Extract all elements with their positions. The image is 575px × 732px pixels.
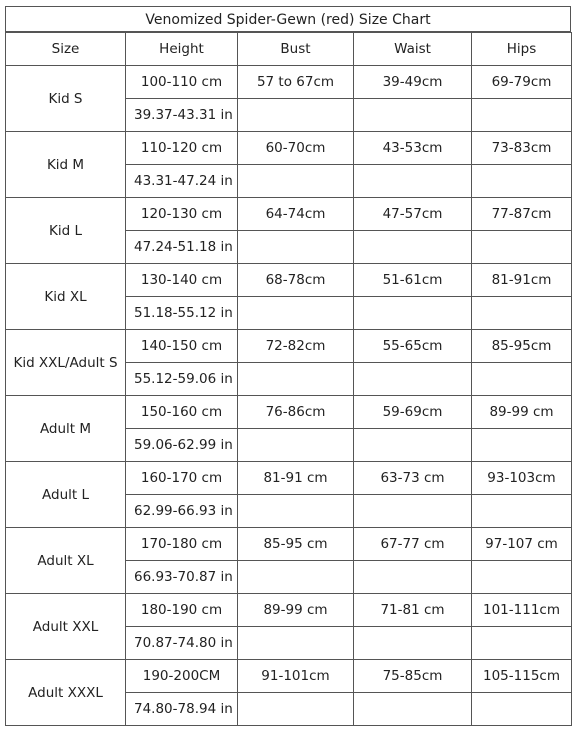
hips-empty-cell	[472, 297, 572, 330]
bust-empty-cell	[238, 561, 354, 594]
bust-cell: 81-91 cm	[238, 462, 354, 495]
header-height: Height	[126, 33, 238, 66]
hips-empty-cell	[472, 627, 572, 660]
waist-empty-cell	[354, 627, 472, 660]
size-cell: Kid XXL/Adult S	[6, 330, 126, 396]
header-row	[6, 33, 572, 66]
hips-cell: 97-107 cm	[472, 528, 572, 561]
height-in-cell: 66.93-70.87 in	[126, 561, 238, 594]
hips-cell: 85-95cm	[472, 330, 572, 363]
table-row	[6, 66, 572, 99]
waist-empty-cell	[354, 99, 472, 132]
bust-empty-cell	[238, 627, 354, 660]
size-cell: Kid L	[6, 198, 126, 264]
bust-empty-cell	[238, 429, 354, 462]
height-cm-cell: 130-140 cm	[126, 264, 238, 297]
size-cell: Adult L	[6, 462, 126, 528]
waist-cell: 47-57cm	[354, 198, 472, 231]
hips-empty-cell	[472, 495, 572, 528]
table-row	[6, 396, 572, 429]
height-in-cell: 59.06-62.99 in	[126, 429, 238, 462]
waist-cell: 39-49cm	[354, 66, 472, 99]
table-row	[6, 660, 572, 693]
header-waist: Waist	[354, 33, 472, 66]
hips-cell: 77-87cm	[472, 198, 572, 231]
hips-empty-cell	[472, 99, 572, 132]
chart-title: Venomized Spider-Gewn (red) Size Chart	[5, 6, 571, 32]
waist-empty-cell	[354, 165, 472, 198]
table-row	[6, 528, 572, 561]
height-in-cell: 74.80-78.94 in	[126, 693, 238, 726]
height-cm-cell: 180-190 cm	[126, 594, 238, 627]
bust-cell: 89-99 cm	[238, 594, 354, 627]
bust-cell: 60-70cm	[238, 132, 354, 165]
table-row	[6, 198, 572, 231]
table-row	[6, 264, 572, 297]
height-in-cell: 47.24-51.18 in	[126, 231, 238, 264]
bust-empty-cell	[238, 297, 354, 330]
height-cm-cell: 110-120 cm	[126, 132, 238, 165]
size-cell: Kid XL	[6, 264, 126, 330]
waist-cell: 51-61cm	[354, 264, 472, 297]
size-chart	[5, 6, 571, 728]
hips-empty-cell	[472, 693, 572, 726]
bust-empty-cell	[238, 165, 354, 198]
height-in-cell: 62.99-66.93 in	[126, 495, 238, 528]
hips-cell: 101-111cm	[472, 594, 572, 627]
hips-cell: 105-115cm	[472, 660, 572, 693]
height-in-cell: 55.12-59.06 in	[126, 363, 238, 396]
waist-cell: 71-81 cm	[354, 594, 472, 627]
hips-cell: 81-91cm	[472, 264, 572, 297]
hips-empty-cell	[472, 363, 572, 396]
size-cell: Kid S	[6, 66, 126, 132]
bust-cell: 85-95 cm	[238, 528, 354, 561]
hips-empty-cell	[472, 231, 572, 264]
bust-cell: 72-82cm	[238, 330, 354, 363]
height-cm-cell: 160-170 cm	[126, 462, 238, 495]
waist-empty-cell	[354, 231, 472, 264]
bust-empty-cell	[238, 99, 354, 132]
waist-cell: 67-77 cm	[354, 528, 472, 561]
bust-cell: 76-86cm	[238, 396, 354, 429]
waist-empty-cell	[354, 297, 472, 330]
bust-empty-cell	[238, 231, 354, 264]
bust-cell: 57 to 67cm	[238, 66, 354, 99]
height-in-cell: 51.18-55.12 in	[126, 297, 238, 330]
height-in-cell: 39.37-43.31 in	[126, 99, 238, 132]
header-hips: Hips	[472, 33, 572, 66]
table-row	[6, 330, 572, 363]
hips-cell: 73-83cm	[472, 132, 572, 165]
waist-empty-cell	[354, 495, 472, 528]
bust-cell: 68-78cm	[238, 264, 354, 297]
waist-cell: 55-65cm	[354, 330, 472, 363]
hips-empty-cell	[472, 561, 572, 594]
size-cell: Kid M	[6, 132, 126, 198]
bust-cell: 64-74cm	[238, 198, 354, 231]
hips-cell: 69-79cm	[472, 66, 572, 99]
bust-cell: 91-101cm	[238, 660, 354, 693]
height-cm-cell: 100-110 cm	[126, 66, 238, 99]
size-cell: Adult M	[6, 396, 126, 462]
waist-empty-cell	[354, 693, 472, 726]
height-in-cell: 43.31-47.24 in	[126, 165, 238, 198]
height-cm-cell: 170-180 cm	[126, 528, 238, 561]
header-size: Size	[6, 33, 126, 66]
size-cell: Adult XXXL	[6, 660, 126, 726]
bust-empty-cell	[238, 495, 354, 528]
waist-cell: 75-85cm	[354, 660, 472, 693]
hips-empty-cell	[472, 165, 572, 198]
table-row	[6, 594, 572, 627]
header-bust: Bust	[238, 33, 354, 66]
waist-cell: 63-73 cm	[354, 462, 472, 495]
waist-empty-cell	[354, 363, 472, 396]
height-in-cell: 70.87-74.80 in	[126, 627, 238, 660]
size-cell: Adult XL	[6, 528, 126, 594]
waist-cell: 59-69cm	[354, 396, 472, 429]
height-cm-cell: 190-200CM	[126, 660, 238, 693]
waist-empty-cell	[354, 429, 472, 462]
height-cm-cell: 140-150 cm	[126, 330, 238, 363]
waist-empty-cell	[354, 561, 472, 594]
height-cm-cell: 120-130 cm	[126, 198, 238, 231]
table-row	[6, 462, 572, 495]
bust-empty-cell	[238, 363, 354, 396]
table-row	[6, 132, 572, 165]
hips-cell: 89-99 cm	[472, 396, 572, 429]
table-body	[6, 66, 572, 726]
bust-empty-cell	[238, 693, 354, 726]
hips-cell: 93-103cm	[472, 462, 572, 495]
size-cell: Adult XXL	[6, 594, 126, 660]
hips-empty-cell	[472, 429, 572, 462]
height-cm-cell: 150-160 cm	[126, 396, 238, 429]
waist-cell: 43-53cm	[354, 132, 472, 165]
size-table	[5, 32, 572, 726]
